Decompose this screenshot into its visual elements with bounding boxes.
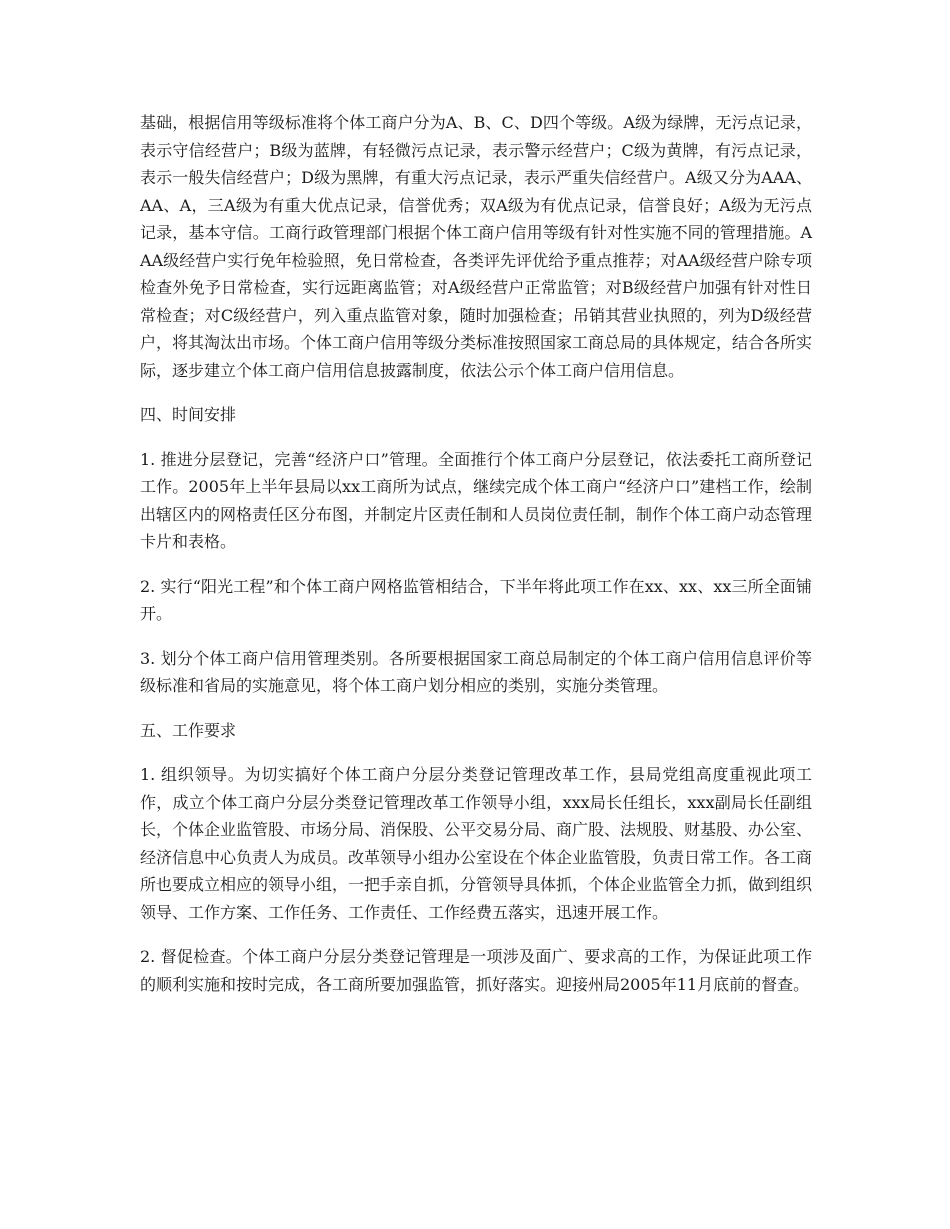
- paragraph-schedule-3: 3. 划分个体工商户信用管理类别。各所要根据国家工商总局制定的个体工商户信用信息评价等级标准和省局的实施意见，将个体工商户划分相应的类别，实施分类管理。: [140, 648, 812, 695]
- paragraph-requirements-2: 2. 督促检查。个体工商户分层分类登记管理是一项涉及面广、要求高的工作，为保证此项工作的顺利实施和按时完成，各工商所要加强监管，抓好落实。迎接州局2005年11月底前的督查。: [140, 947, 812, 994]
- section-heading-schedule: 四、时间安排: [140, 405, 237, 424]
- document-page: [140, 109, 812, 1015]
- paragraph-schedule-1: 1. 推进分层登记，完善“经济户口”管理。全面推行个体工商户分层登记，依法委托工商所登记工作。2005年上半年县局以xx工商所为试点，继续完成个体工商户“经济户口”建档工作，绘制出辖区内的网格责任区分布图，并制定片区责任制和人员岗位责任制，制作个体工商户动态管理卡片和表格。: [140, 449, 813, 551]
- paragraph-schedule-2: 2. 实行“阳光工程”和个体工商户网格监管相结合，下半年将此项工作在xx、xx、xx三所全面铺开。: [140, 576, 812, 623]
- section-heading-requirements: 五、工作要求: [140, 720, 237, 740]
- paragraph-requirements-1: 1. 组织领导。为切实搞好个体工商户分层分类登记管理改革工作，县局党组高度重视此项工作，成立个体工商户分层分类登记管理改革工作领导小组，xxx局长任组长，xxx副局长任副组长，个体企业监管股、市场分局、消保股、公平交易分局、商广股、法规股、财基股、办公室、经济信息中心负责人为成员。改革领导小组办公室设在个体企业监管股，负责日常工作。各工商所也要成立相应的领导小组，一把手亲自抓，分管领导具体抓，个体企业监管全力抓，做到组织领导、工作方案、工作任务、工作责任、工作经费五落实，迅速开展工作。: [140, 765, 813, 922]
- paragraph-credit-grades: 基础，根据信用等级标准将个体工商户分为A、B、C、D四个等级。A级为绿牌，无污点记录，表示守信经营户；B级为蓝牌，有轻微污点记录，表示警示经营户；C级为黄牌，有污点记录，表示一般失信经营户；D级为黑牌，有重大污点记录，表示严重失信经营户。A级又分为AAA、AA、A，三A级为有重大优点记录，信誉优秀；双A级为有优点记录，信誉良好；A级为无污点记录，基本守信。工商行政管理部门根据个体工商户信用等级有针对性实施不同的管理措施。AAA级经营户实行免年检验照，免日常检查，各类评先评优给予重点推荐；对AA级经营户除专项检查外免予日常检查，实行远距离监管；对A级经营户正常监管；对B级经营户加强有针对性日常检查；对C级经营户，列入重点监管对象，随时加强检查；吊销其营业执照的，列为D级经营户，将其淘汰出市场。个体工商户信用等级分类标准按照国家工商总局的具体规定，结合各所实际，逐步建立个体工商户信用信息披露制度，依法公示个体工商户信用信息。: [140, 113, 813, 380]
